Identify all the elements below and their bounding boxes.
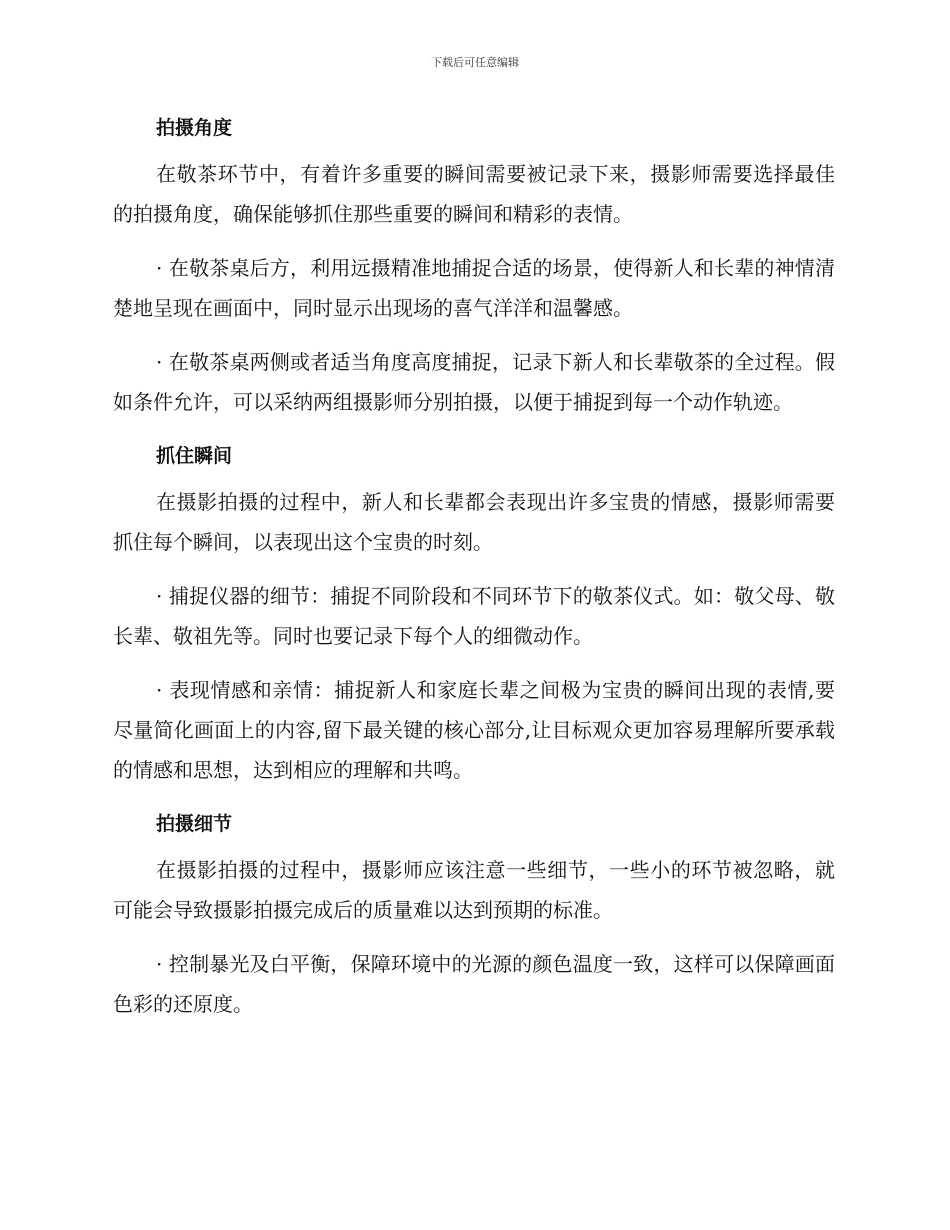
bullet-paragraph: · 在敬茶桌两侧或者适当角度高度捕捉，记录下新人和长辈敬茶的全过程。假如条件允许，可以采纳两组摄影师分别拍摄，以便于捕捉到每一个动作轨迹。 bbox=[113, 350, 835, 414]
document-body bbox=[113, 108, 835, 1038]
paragraph: 在摄影拍摄的过程中，摄影师应该注意一些细节，一些小的环节被忽略，就可能会导致摄影拍摄完成后的质量难以达到预期的标准。 bbox=[113, 858, 835, 922]
bullet-paragraph: · 在敬茶桌后方，利用远摄精准地捕捉合适的场景，使得新人和长辈的神情清楚地呈现在画面中，同时显示出现场的喜气洋洋和温馨感。 bbox=[113, 256, 835, 320]
bullet-paragraph: · 表现情感和亲情：捕捉新人和家庭长辈之间极为宝贵的瞬间出现的表情,要尽量简化画面上的内容,留下最关键的核心部分,让目标观众更加容易理解所要承载的情感和思想，达到相应的理解和共鸣。 bbox=[113, 678, 835, 782]
section-heading: 拍摄角度 bbox=[156, 117, 233, 139]
paragraph: 在摄影拍摄的过程中，新人和长辈都会表现出许多宝贵的情感，摄影师需要抓住每个瞬间，以表现出这个宝贵的时刻。 bbox=[113, 490, 835, 554]
section-heading: 抓住瞬间 bbox=[156, 445, 233, 467]
section-heading: 拍摄细节 bbox=[156, 813, 233, 835]
section-shooting-details bbox=[113, 804, 835, 1024]
paragraph: 在敬茶环节中，有着许多重要的瞬间需要被记录下来，摄影师需要选择最佳的拍摄角度，确保能够抓住那些重要的瞬间和精彩的表情。 bbox=[113, 162, 835, 226]
bullet-paragraph: · 控制暴光及白平衡，保障环境中的光源的颜色温度一致，这样可以保障画面色彩的还原度。 bbox=[113, 952, 835, 1016]
page-header: 下载后可任意编辑 bbox=[431, 56, 519, 69]
bullet-paragraph: · 捕捉仪器的细节：捕捉不同阶段和不同环节下的敬茶仪式。如：敬父母、敬长辈、敬祖先等。同时也要记录下每个人的细微动作。 bbox=[113, 584, 835, 648]
section-shooting-angle bbox=[113, 108, 835, 422]
section-capture-moments bbox=[113, 436, 835, 790]
